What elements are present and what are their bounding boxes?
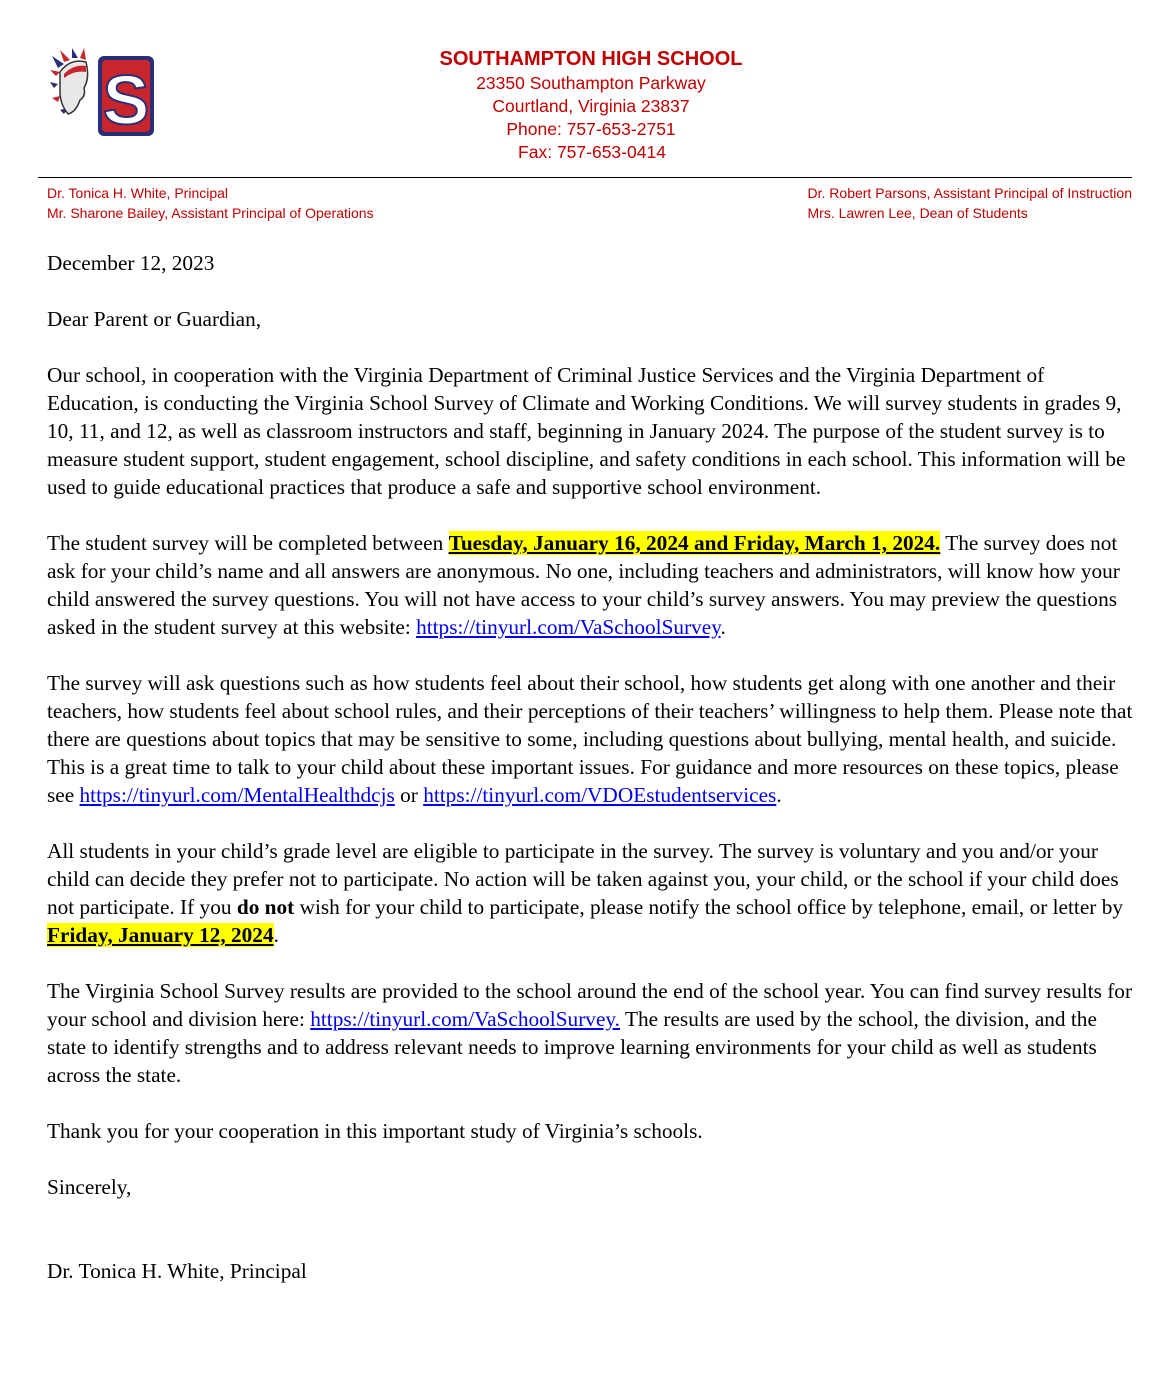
school-name: SOUTHAMPTON HIGH SCHOOL bbox=[439, 48, 743, 70]
address-line2: Courtland, Virginia 23837 bbox=[492, 96, 690, 116]
paragraph-1: Our school, in cooperation with the Virginia Department of Criminal Justice Services and the Virginia Department of Education, is conducting the Virginia School Survey of Climate and Working Conditions. We will survey students in grades 9, 10, 11, and 12, as well as classroom instructors and staff, beginning in January 2024. The purpose of the student survey is to measure student support, student engagement, school discipline, and safety conditions in each school. This information will be used to guide educational practices that produce a safe and supportive school environment. bbox=[47, 363, 1126, 499]
results-link[interactable]: https://tinyurl.com/VaSchoolSurvey. bbox=[310, 1007, 620, 1031]
optout-deadline-highlight: Friday, January 12, 2024 bbox=[47, 923, 274, 947]
staff-left bbox=[47, 184, 374, 223]
address-line1: 23350 Southampton Parkway bbox=[476, 73, 706, 93]
staff-right bbox=[808, 184, 1132, 223]
header-divider bbox=[38, 177, 1132, 178]
staff-principal: Dr. Tonica H. White, Principal bbox=[47, 185, 229, 201]
letterhead bbox=[0, 46, 1158, 164]
signature: Dr. Tonica H. White, Principal bbox=[47, 1259, 307, 1283]
phone: Phone: 757-653-2751 bbox=[506, 119, 676, 139]
letter-body bbox=[47, 249, 1137, 1313]
paragraph-2: The student survey will be completed between Tuesday, January 16, 2024 and Friday, March 1, 2024. The survey does not ask for your child’s name and all answers are anonymous. No one, including teachers and administrators, will know how your child answered the survey questions. You will not have access to your child’s survey answers. You may preview the questions asked in the student survey at this website: https://tinyurl.com/VaSchoolSurvey. bbox=[47, 531, 1120, 639]
logo-letter: S bbox=[102, 61, 150, 139]
staff-dean: Mrs. Lawren Lee, Dean of Students bbox=[807, 204, 1028, 221]
staff-ap-instruction: Dr. Robert Parsons, Assistant Principal of Instruction bbox=[807, 185, 1132, 201]
salutation: Dear Parent or Guardian, bbox=[47, 307, 262, 331]
closing: Sincerely, bbox=[47, 1175, 132, 1199]
staff-ap-operations: Mr. Sharone Bailey, Assistant Principal of Operations bbox=[47, 204, 374, 221]
paragraph-6: Thank you for your cooperation in this important study of Virginia’s schools. bbox=[47, 1119, 703, 1143]
paragraph-3: The survey will ask questions such as how students feel about their school, how students get along with one another and their teachers, how students feel about school rules, and their perceptions of their teachers’ willingness to help them. Please note that there are questions about topics that may be sensitive to some, including questions about bullying, mental health, and suicide. This is a great time to talk to your child about these important issues. For guidance and more resources on these topics, please see https://tinyurl.com/MentalHealthdcjs or https://tinyurl.com/VDOEstudentservices. bbox=[47, 671, 1133, 807]
mental-health-link[interactable]: https://tinyurl.com/MentalHealthdcjs bbox=[79, 783, 395, 807]
survey-link[interactable]: https://tinyurl.com/VaSchoolSurvey bbox=[416, 615, 721, 639]
fax: Fax: 757-653-0414 bbox=[518, 142, 666, 162]
paragraph-4: All students in your child’s grade level are eligible to participate in the survey. The survey is voluntary and you and/or your child can decide they prefer not to participate. No action will be taken against you, your child, or the school if your child does not participate. If you do not wish for your child to participate, please notify the school office by telephone, email, or letter by Friday, January 12, 2024. bbox=[47, 839, 1123, 947]
letter-date: December 12, 2023 bbox=[47, 251, 215, 275]
paragraph-5: The Virginia School Survey results are provided to the school around the end of the school year. You can find survey results for your school and division here: https://tinyurl.com/VaSchoolSurvey. The results are used by the school, the division, and the state to identify strengths and to address relevant needs to improve learning environments for your child as well as students across the state. bbox=[47, 979, 1133, 1087]
survey-dates-highlight: Tuesday, January 16, 2024 and Friday, March 1, 2024. bbox=[448, 531, 941, 555]
vdoe-student-services-link[interactable]: https://tinyurl.com/VDOEstudentservices bbox=[423, 783, 777, 807]
